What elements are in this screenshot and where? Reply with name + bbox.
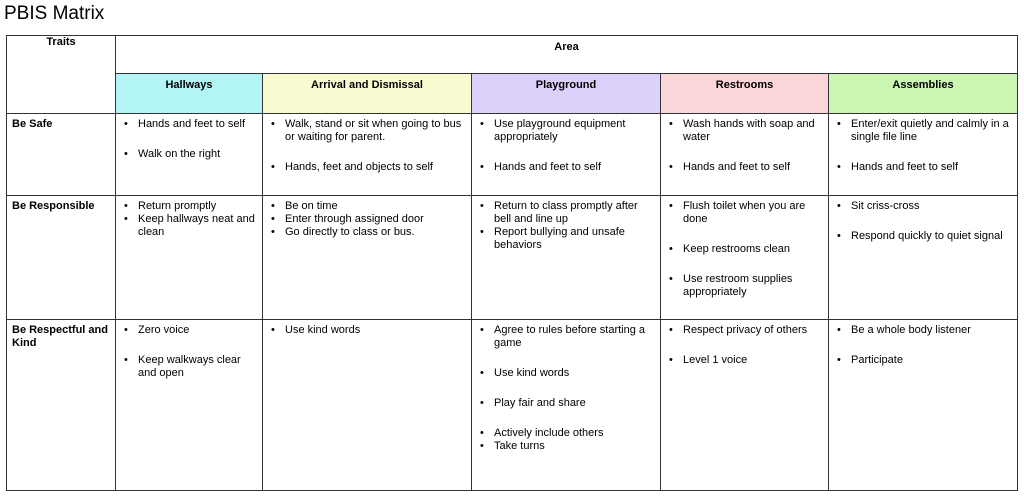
matrix-cell (116, 196, 263, 320)
pbis-matrix-table (6, 35, 1018, 491)
matrix-cell (829, 114, 1018, 196)
traits-header: Traits (7, 36, 116, 114)
expectation-item: • Play fair and share (480, 397, 656, 410)
expectation-item: • Hands and feet to self (669, 161, 824, 174)
expectation-item: • Keep restrooms clean (669, 243, 824, 256)
page-title: PBIS Matrix (4, 3, 105, 24)
expectation-item: • Use kind words (480, 367, 656, 380)
expectation-item: • Zero voice (124, 324, 258, 337)
expectation-list (472, 196, 660, 252)
setting-header-playground: Playground (472, 74, 661, 114)
setting-header-restrooms: Restrooms (661, 74, 829, 114)
trait-label: Be Responsible (7, 196, 116, 320)
matrix-cell (116, 320, 263, 491)
expectation-item: • Walk on the right (124, 148, 258, 161)
setting-header-assemblies: Assemblies (829, 74, 1018, 114)
expectation-list (472, 114, 660, 174)
expectation-item: • Return promptly (124, 200, 258, 213)
expectation-item: • Keep hallways neat and clean (124, 213, 258, 239)
expectation-list (829, 196, 1017, 243)
expectation-list (661, 196, 828, 299)
trait-row-be-safe (7, 114, 1018, 196)
expectation-item: • Hands and feet to self (124, 118, 258, 131)
expectation-list (661, 320, 828, 367)
expectation-list (263, 320, 471, 337)
expectation-item: • Return to class promptly after bell and line up (480, 200, 656, 226)
expectation-item: • Hands and feet to self (480, 161, 656, 174)
matrix-cell (263, 196, 472, 320)
expectation-list (829, 320, 1017, 367)
expectation-item: • Be on time (271, 200, 467, 213)
expectation-list (116, 196, 262, 239)
expectation-item: • Take turns (480, 440, 656, 453)
trait-label: Be Safe (7, 114, 116, 196)
expectation-list (116, 114, 262, 161)
expectation-item: • Respond quickly to quiet signal (837, 230, 1013, 243)
matrix-cell (263, 114, 472, 196)
expectation-item: • Keep walkways clear and open (124, 354, 258, 380)
expectation-item: • Actively include others (480, 427, 656, 440)
matrix-cell (472, 320, 661, 491)
matrix-cell (661, 114, 829, 196)
expectation-item: • Enter through assigned door (271, 213, 467, 226)
expectation-item: • Respect privacy of others (669, 324, 824, 337)
matrix-cell (829, 196, 1018, 320)
matrix-cell (472, 196, 661, 320)
expectation-item: • Wash hands with soap and water (669, 118, 824, 144)
expectation-item: • Use restroom supplies appropriately (669, 273, 824, 299)
expectation-item: • Level 1 voice (669, 354, 824, 367)
trait-row-be-responsible (7, 196, 1018, 320)
trait-label: Be Respectful and Kind (7, 320, 116, 491)
expectation-item: • Be a whole body listener (837, 324, 1013, 337)
expectation-item: • Enter/exit quietly and calmly in a single file line (837, 118, 1013, 144)
setting-header-hallways: Hallways (116, 74, 263, 114)
expectation-list (116, 320, 262, 380)
expectation-item: • Hands and feet to self (837, 161, 1013, 174)
expectation-item: • Walk, stand or sit when going to bus or waiting for parent. (271, 118, 467, 144)
matrix-cell (116, 114, 263, 196)
expectation-list (661, 114, 828, 174)
expectation-item: • Use playground equipment appropriately (480, 118, 656, 144)
expectation-list (263, 196, 471, 239)
expectation-item: • Sit criss-cross (837, 200, 1013, 213)
expectation-list (472, 320, 660, 453)
expectation-item: • Hands, feet and objects to self (271, 161, 467, 174)
matrix-cell (472, 114, 661, 196)
expectation-item: • Flush toilet when you are done (669, 200, 824, 226)
expectation-list (829, 114, 1017, 174)
expectation-list (263, 114, 471, 174)
expectation-item: • Go directly to class or bus. (271, 226, 467, 239)
matrix-cell (661, 196, 829, 320)
expectation-item: • Report bullying and unsafe behaviors (480, 226, 656, 252)
matrix-cell (263, 320, 472, 491)
expectation-item: • Participate (837, 354, 1013, 367)
area-header: Area (116, 36, 1018, 74)
trait-row-be-respectful-and-kind (7, 320, 1018, 491)
setting-header-arrival-dismissal: Arrival and Dismissal (263, 74, 472, 114)
matrix-cell (829, 320, 1018, 491)
expectation-item: • Agree to rules before starting a game (480, 324, 656, 350)
expectation-item: • Use kind words (271, 324, 467, 337)
matrix-cell (661, 320, 829, 491)
